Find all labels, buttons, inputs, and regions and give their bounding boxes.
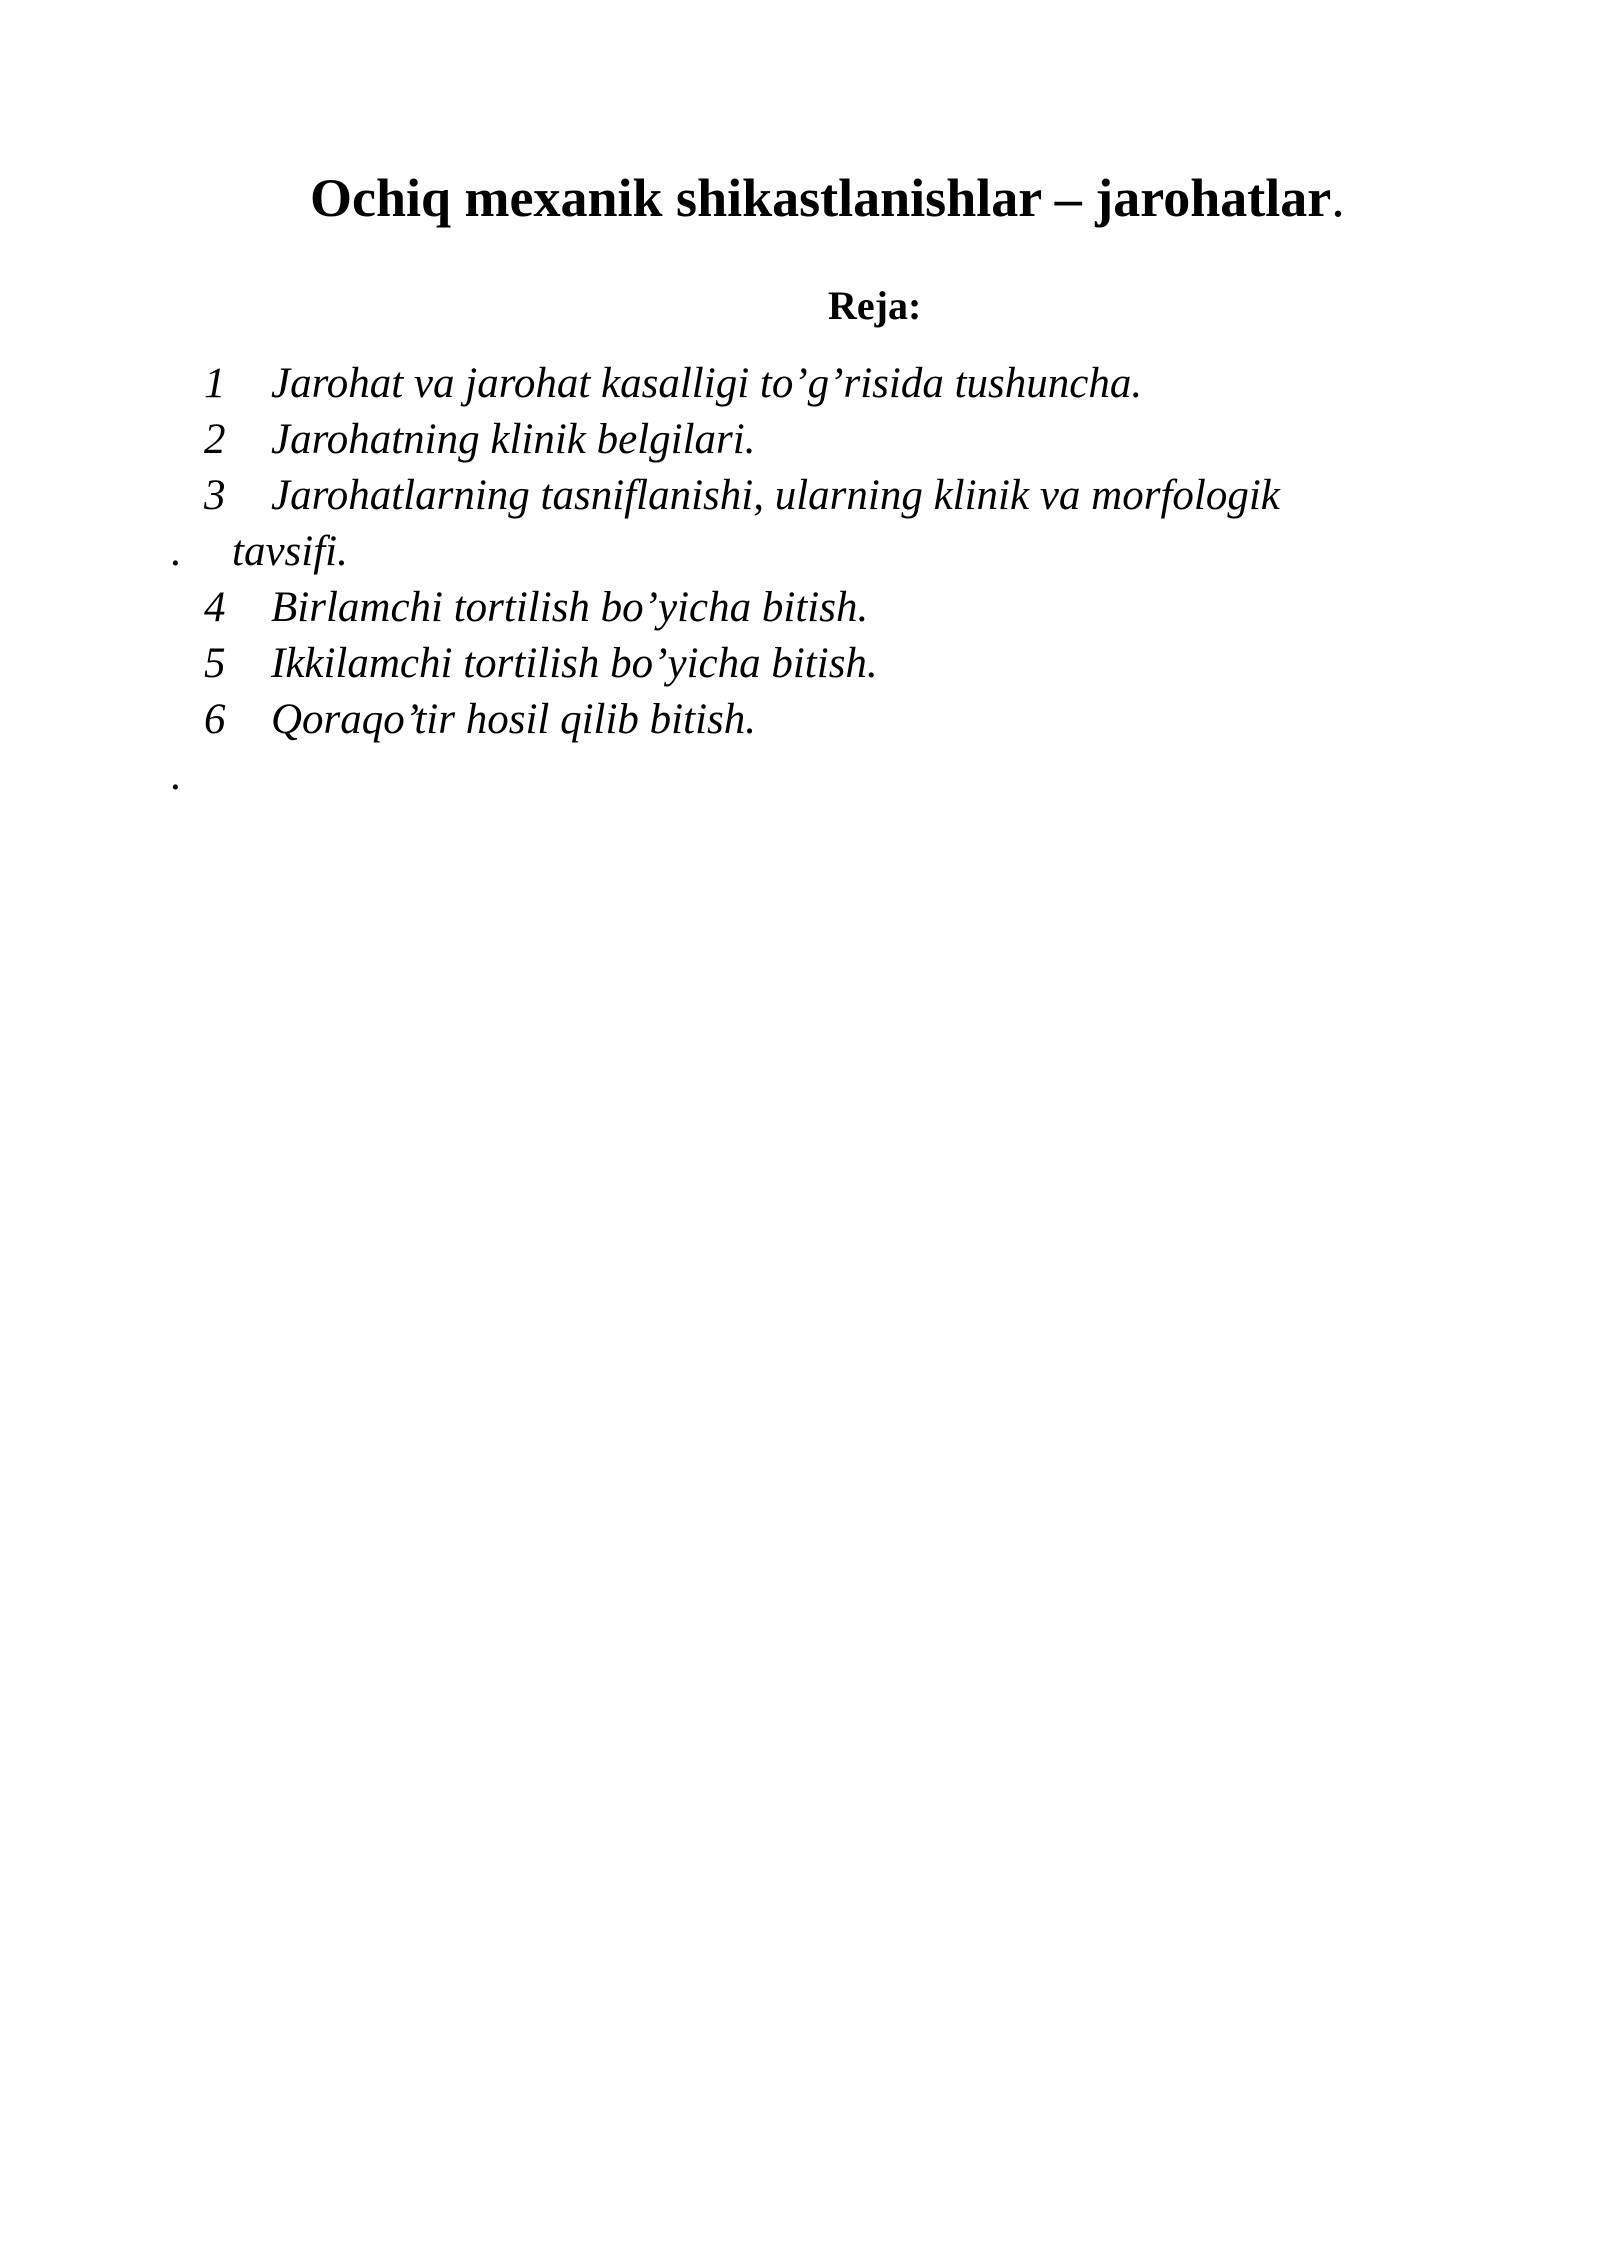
document-title-period: . [1331, 168, 1345, 228]
plan-item-number: 1 [204, 360, 226, 407]
plan-item-number: 4 [204, 584, 226, 631]
plan-item-text: Ikkilamchi tortilish bo’yicha bitish. [271, 640, 878, 687]
plan-heading: Reja: [828, 283, 922, 328]
plan-item-number: 2 [204, 416, 226, 463]
plan-item-number: 5 [204, 640, 226, 687]
document-title [310, 166, 1345, 231]
plan-item-text: Jarohatlarning tasniflanishi, ularning klinik va morfologik [271, 472, 1280, 519]
plan-item-continuation-text: tavsifi. [232, 528, 348, 575]
plan-item-number: 6 [204, 696, 226, 743]
plan-item-text: Jarohatning klinik belgilari. [271, 416, 756, 463]
stray-period-mark: . [170, 528, 181, 575]
document-title-text: Ochiq mexanik shikastlanishlar – jarohatlar [310, 168, 1332, 228]
stray-period-mark: . [170, 752, 181, 799]
plan-item-text: Jarohat va jarohat kasalligi to’g’risida tushuncha. [271, 360, 1143, 407]
plan-item-number: 3 [204, 472, 226, 519]
plan-item-text: Birlamchi tortilish bo’yicha bitish. [271, 584, 869, 631]
plan-item-text: Qoraqo’tir hosil qilib bitish. [271, 696, 757, 743]
